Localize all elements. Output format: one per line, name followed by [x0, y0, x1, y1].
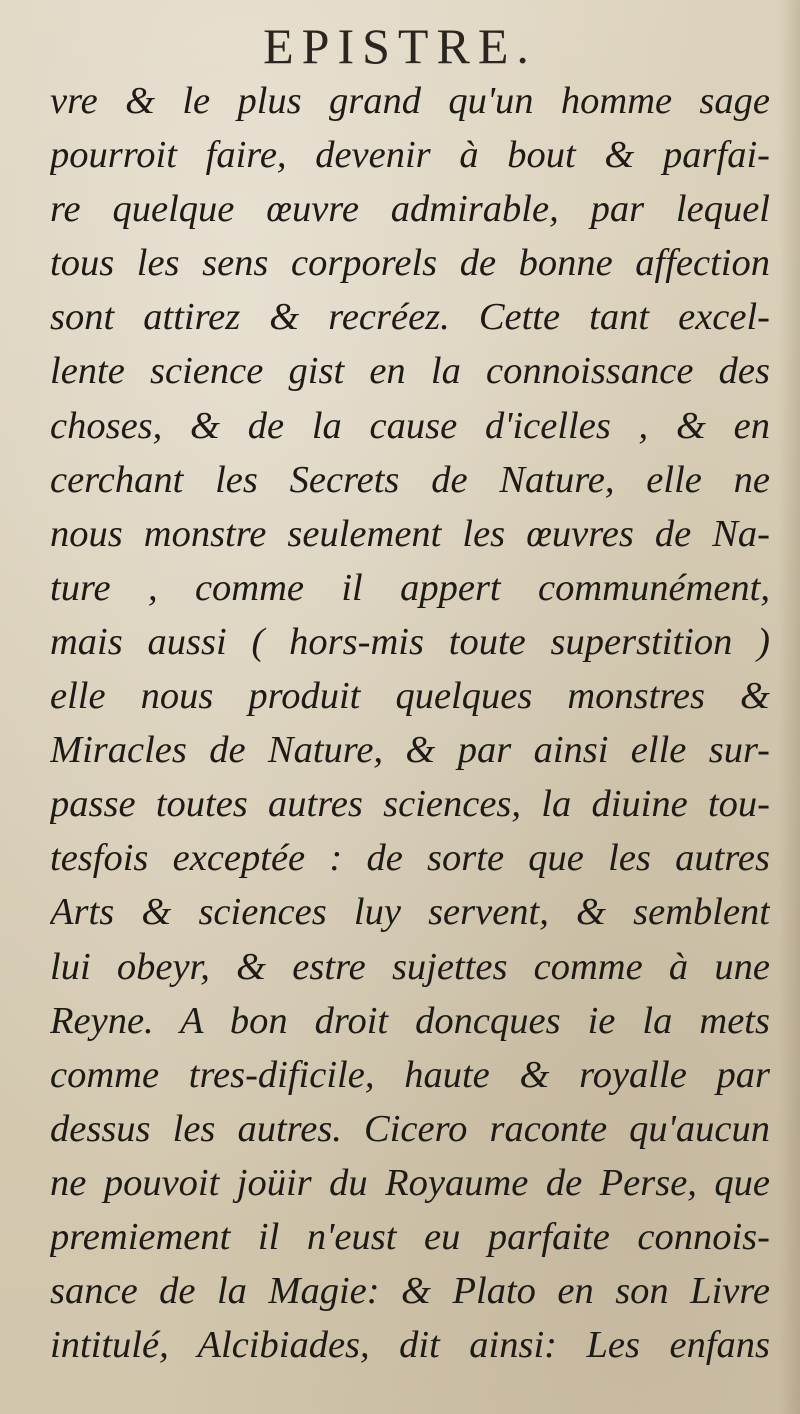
text-line: pourroit faire, devenir à bout & parfai-	[50, 134, 770, 177]
text-line: cerchant les Secrets de Nature, elle ne	[50, 458, 770, 501]
text-line: mais aussi ( hors-mis toute superstition )	[50, 620, 770, 663]
text-line: lui obeyr, & estre sujettes comme à une	[50, 945, 770, 988]
running-head: EPISTRE.	[263, 18, 537, 74]
text-line: Arts & sciences luy servent, & semblent	[50, 891, 770, 934]
text-line: intitulé, Alcibiades, dit ainsi: Les enfans	[50, 1324, 770, 1367]
text-line: vre & le plus grand qu'un homme sage	[50, 80, 770, 122]
text-line: Miracles de Nature, & par ainsi elle sur-	[50, 729, 770, 772]
text-line: Reyne. A bon droit doncques ie la mets	[50, 999, 770, 1042]
text-line: dessus les autres. Cicero raconte qu'aucun	[50, 1107, 770, 1150]
text-line: re quelque œuvre admirable, par lequel	[50, 188, 770, 231]
text-line: comme tres-dificile, haute & royalle par	[50, 1053, 770, 1096]
text-line: choses, & de la cause d'icelles , & en	[50, 404, 770, 447]
text-line: ture , comme il appert communément,	[50, 566, 770, 609]
text-line: passe toutes autres sciences, la diuine tou-	[50, 783, 770, 826]
page-edge-shadow	[778, 0, 800, 1414]
text-line: tous les sens corporels de bonne affection	[50, 242, 770, 285]
text-line: ne pouvoit joüir du Royaume de Perse, que	[50, 1161, 770, 1204]
text-line: sance de la Magie: & Plato en son Livre	[50, 1270, 770, 1313]
text-line: sont attirez & recréez. Cette tant excel-	[50, 296, 770, 339]
body-text	[50, 74, 770, 1372]
text-line: premiement il n'eust eu parfaite connois-	[50, 1215, 770, 1258]
text-line: nous monstre seulement les œuvres de Na-	[50, 512, 770, 555]
text-line: lente science gist en la connoissance des	[50, 350, 770, 393]
text-line: elle nous produit quelques monstres &	[50, 675, 770, 718]
text-line: tesfois exceptée : de sorte que les autres	[50, 837, 770, 880]
